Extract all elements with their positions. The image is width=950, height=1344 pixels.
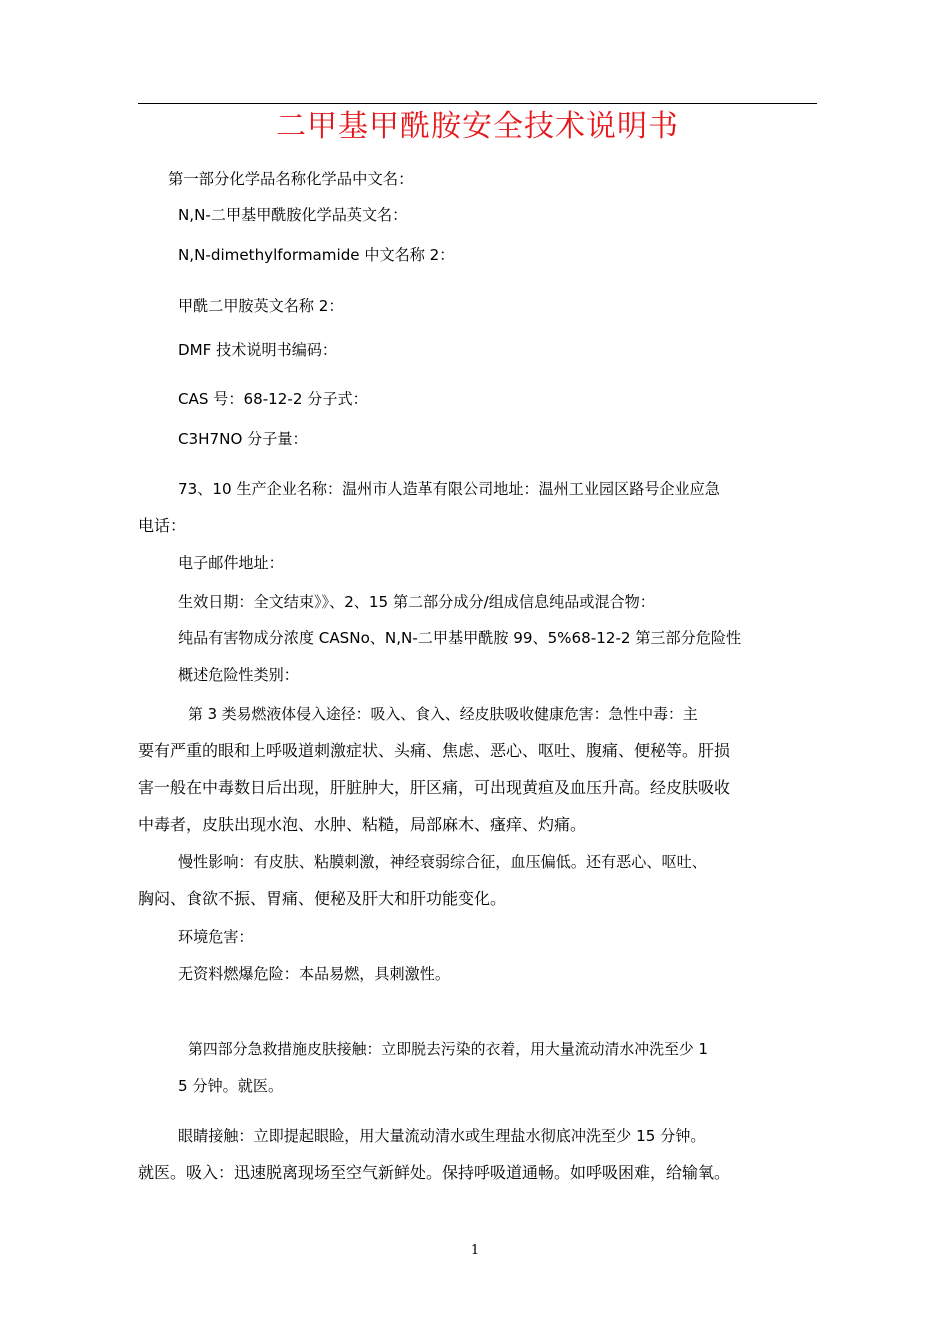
text-line: DMF 技术说明书编码： xyxy=(178,341,338,359)
text-line: 胸闷、食欲不振、胃痛、便秘及肝大和肝功能变化。 xyxy=(138,889,507,908)
text-line: 第一部分化学品名称化学品中文名： xyxy=(168,170,414,188)
text-line: 第 3 类易燃液体侵入途径：吸入、食入、经皮肤吸收健康危害：急性中毒：主 xyxy=(188,705,698,723)
text-line: 环境危害： xyxy=(178,928,254,946)
text-line: 慢性影响：有皮肤、粘膜刺激，神经衰弱综合征，血压偏低。还有恶心、呕吐、 xyxy=(178,853,707,871)
text-line: 甲酰二甲胺英文名称 2： xyxy=(178,297,344,315)
page-number: 1 xyxy=(470,1243,480,1258)
text-line: 害一般在中毒数日后出现，肝脏肿大，肝区痛，可出现黄疸及血压升高。经皮肤吸收 xyxy=(138,778,731,797)
text-line: 电子邮件地址： xyxy=(178,554,284,572)
text-line: 眼睛接触：立即提起眼睑，用大量流动清水或生理盐水彻底冲洗至少 15 分钟。 xyxy=(178,1127,706,1145)
text-line: 要有严重的眼和上呼吸道刺激症状、头痛、焦虑、恶心、呕吐、腹痛、便秘等。肝损 xyxy=(138,741,731,760)
text-line: 无资料燃爆危险：本品易燃，具刺激性。 xyxy=(178,965,450,983)
text-line: N,N-二甲基甲酰胺化学品英文名： xyxy=(178,206,408,224)
text-line: 73、10 生产企业名称：温州市人造革有限公司地址：温州工业园区路号企业应急 xyxy=(178,480,720,498)
text-line: 5 分钟。就医。 xyxy=(178,1077,284,1095)
document-title: 二甲基甲酰胺安全技术说明书 xyxy=(276,109,679,144)
text-line: 电话： xyxy=(138,516,187,535)
text-line: 就医。吸入：迅速脱离现场至空气新鲜处。保持呼吸道通畅。如呼吸困难，给输氧。 xyxy=(138,1163,731,1182)
text-line: N,N-dimethylformamide 中文名称 2： xyxy=(178,246,455,264)
text-line: 纯品有害物成分浓度 CASNo、N,N-二甲基甲酰胺 99、5%68-12-2 第三部分危险性 xyxy=(178,629,742,647)
text-line: C3H7NO 分子量： xyxy=(178,430,308,448)
text-line: 概述危险性类别： xyxy=(178,666,299,684)
text-line: 生效日期：全文结束》》、2、15 第二部分成分/组成信息纯品或混合物： xyxy=(178,593,655,611)
text-line: CAS 号：68-12-2 分子式： xyxy=(178,390,368,408)
text-line: 第四部分急救措施皮肤接触：立即脱去污染的衣着，用大量流动清水冲洗至少 1 xyxy=(188,1040,708,1058)
text-line: 中毒者，皮肤出现水泡、水肿、粘糙，局部麻木、瘙痒、灼痛。 xyxy=(138,815,587,834)
